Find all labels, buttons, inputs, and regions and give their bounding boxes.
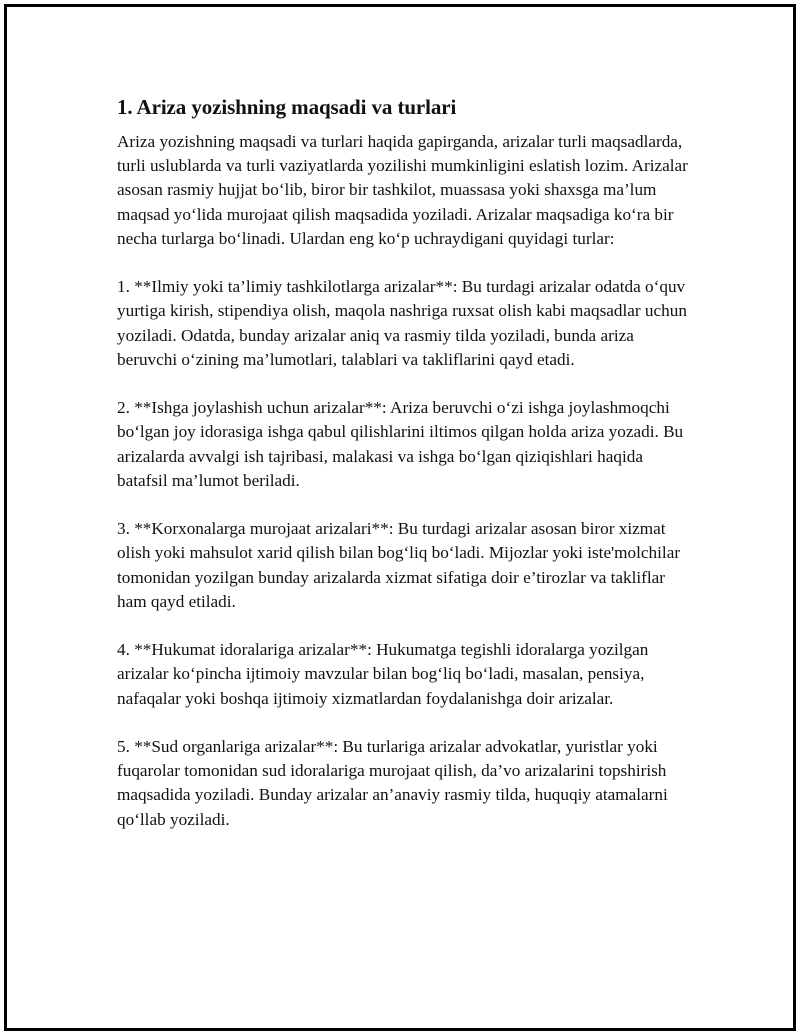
list-item-1-paragraph: 1. **Ilmiy yoki ta’limiy tashkilotlarga arizalar**: Bu turdagi arizalar odatda o‘quv yurtiga kirish, stipendiya olish, maqola nashriga ruxsat olish kabi maqsadlar uchun yoziladi. Odatda, bunday arizalar aniq va rasmiy tilda yoziladi, bunda ariza beruvchi o‘zining ma’lumotlari, talablari va takliflarini qayd etadi. xyxy=(117,277,687,369)
section-heading: 1. Ariza yozishning maqsadi va turlari xyxy=(117,95,457,119)
list-item-3-paragraph: 3. **Korxonalarga murojaat arizalari**: Bu turdagi arizalar asosan biror xizmat olish yoki mahsulot xarid qilish bilan bog‘liq bo‘ladi. Mijozlar yoki iste'molchilar tomonidan yozilgan bunday arizalarda xizmat sifatiga doir e’tirozlar va takliflar ham qayd etiladi. xyxy=(117,519,681,611)
list-item-4-paragraph: 4. **Hukumat idoralariga arizalar**: Hukumatga tegishli idoralarga yozilgan arizalar ko‘pincha ijtimoiy mavzular bilan bog‘liq bo‘ladi, masalan, pensiya, nafaqalar yoki boshqa ijtimoiy xizmatlardan foydalanishga doir arizalar. xyxy=(117,640,649,708)
document-body xyxy=(117,94,692,832)
list-item-5-paragraph: 5. **Sud organlariga arizalar**: Bu turlariga arizalar advokatlar, yuristlar yoki fuqarolar tomonidan sud idoralariga murojaat qilish, da’vo arizalarini topshirish maqsadida yoziladi. Bunday arizalar an’anaviy rasmiy tilda, huquqiy atamalarni qo‘llab yoziladi. xyxy=(117,737,668,829)
intro-paragraph: Ariza yozishning maqsadi va turlari haqida gapirganda, arizalar turli maqsadlarda, turli uslublarda va turli vaziyatlarda yozilishi mumkinligini eslatish lozim. Arizalar asosan rasmiy hujjat bo‘lib, biror bir tashkilot, muassasa yoki shaxsga ma’lum maqsad yo‘lida murojaat qilish maqsadida yoziladi. Arizalar maqsadiga ko‘ra bir necha turlarga bo‘linadi. Ulardan eng ko‘p uchraydigani quyidagi turlar: xyxy=(117,132,688,248)
list-item-2-paragraph: 2. **Ishga joylashish uchun arizalar**: Ariza beruvchi o‘zi ishga joylashmoqchi bo‘lgan joy idorasiga ishga qabul qilishlarini iltimos qilgan holda ariza yozadi. Bu arizalarda avvalgi ish tajribasi, malakasi va ishga bo‘lgan qiziqishlari haqida batafsil ma’lumot beriladi. xyxy=(117,398,684,490)
